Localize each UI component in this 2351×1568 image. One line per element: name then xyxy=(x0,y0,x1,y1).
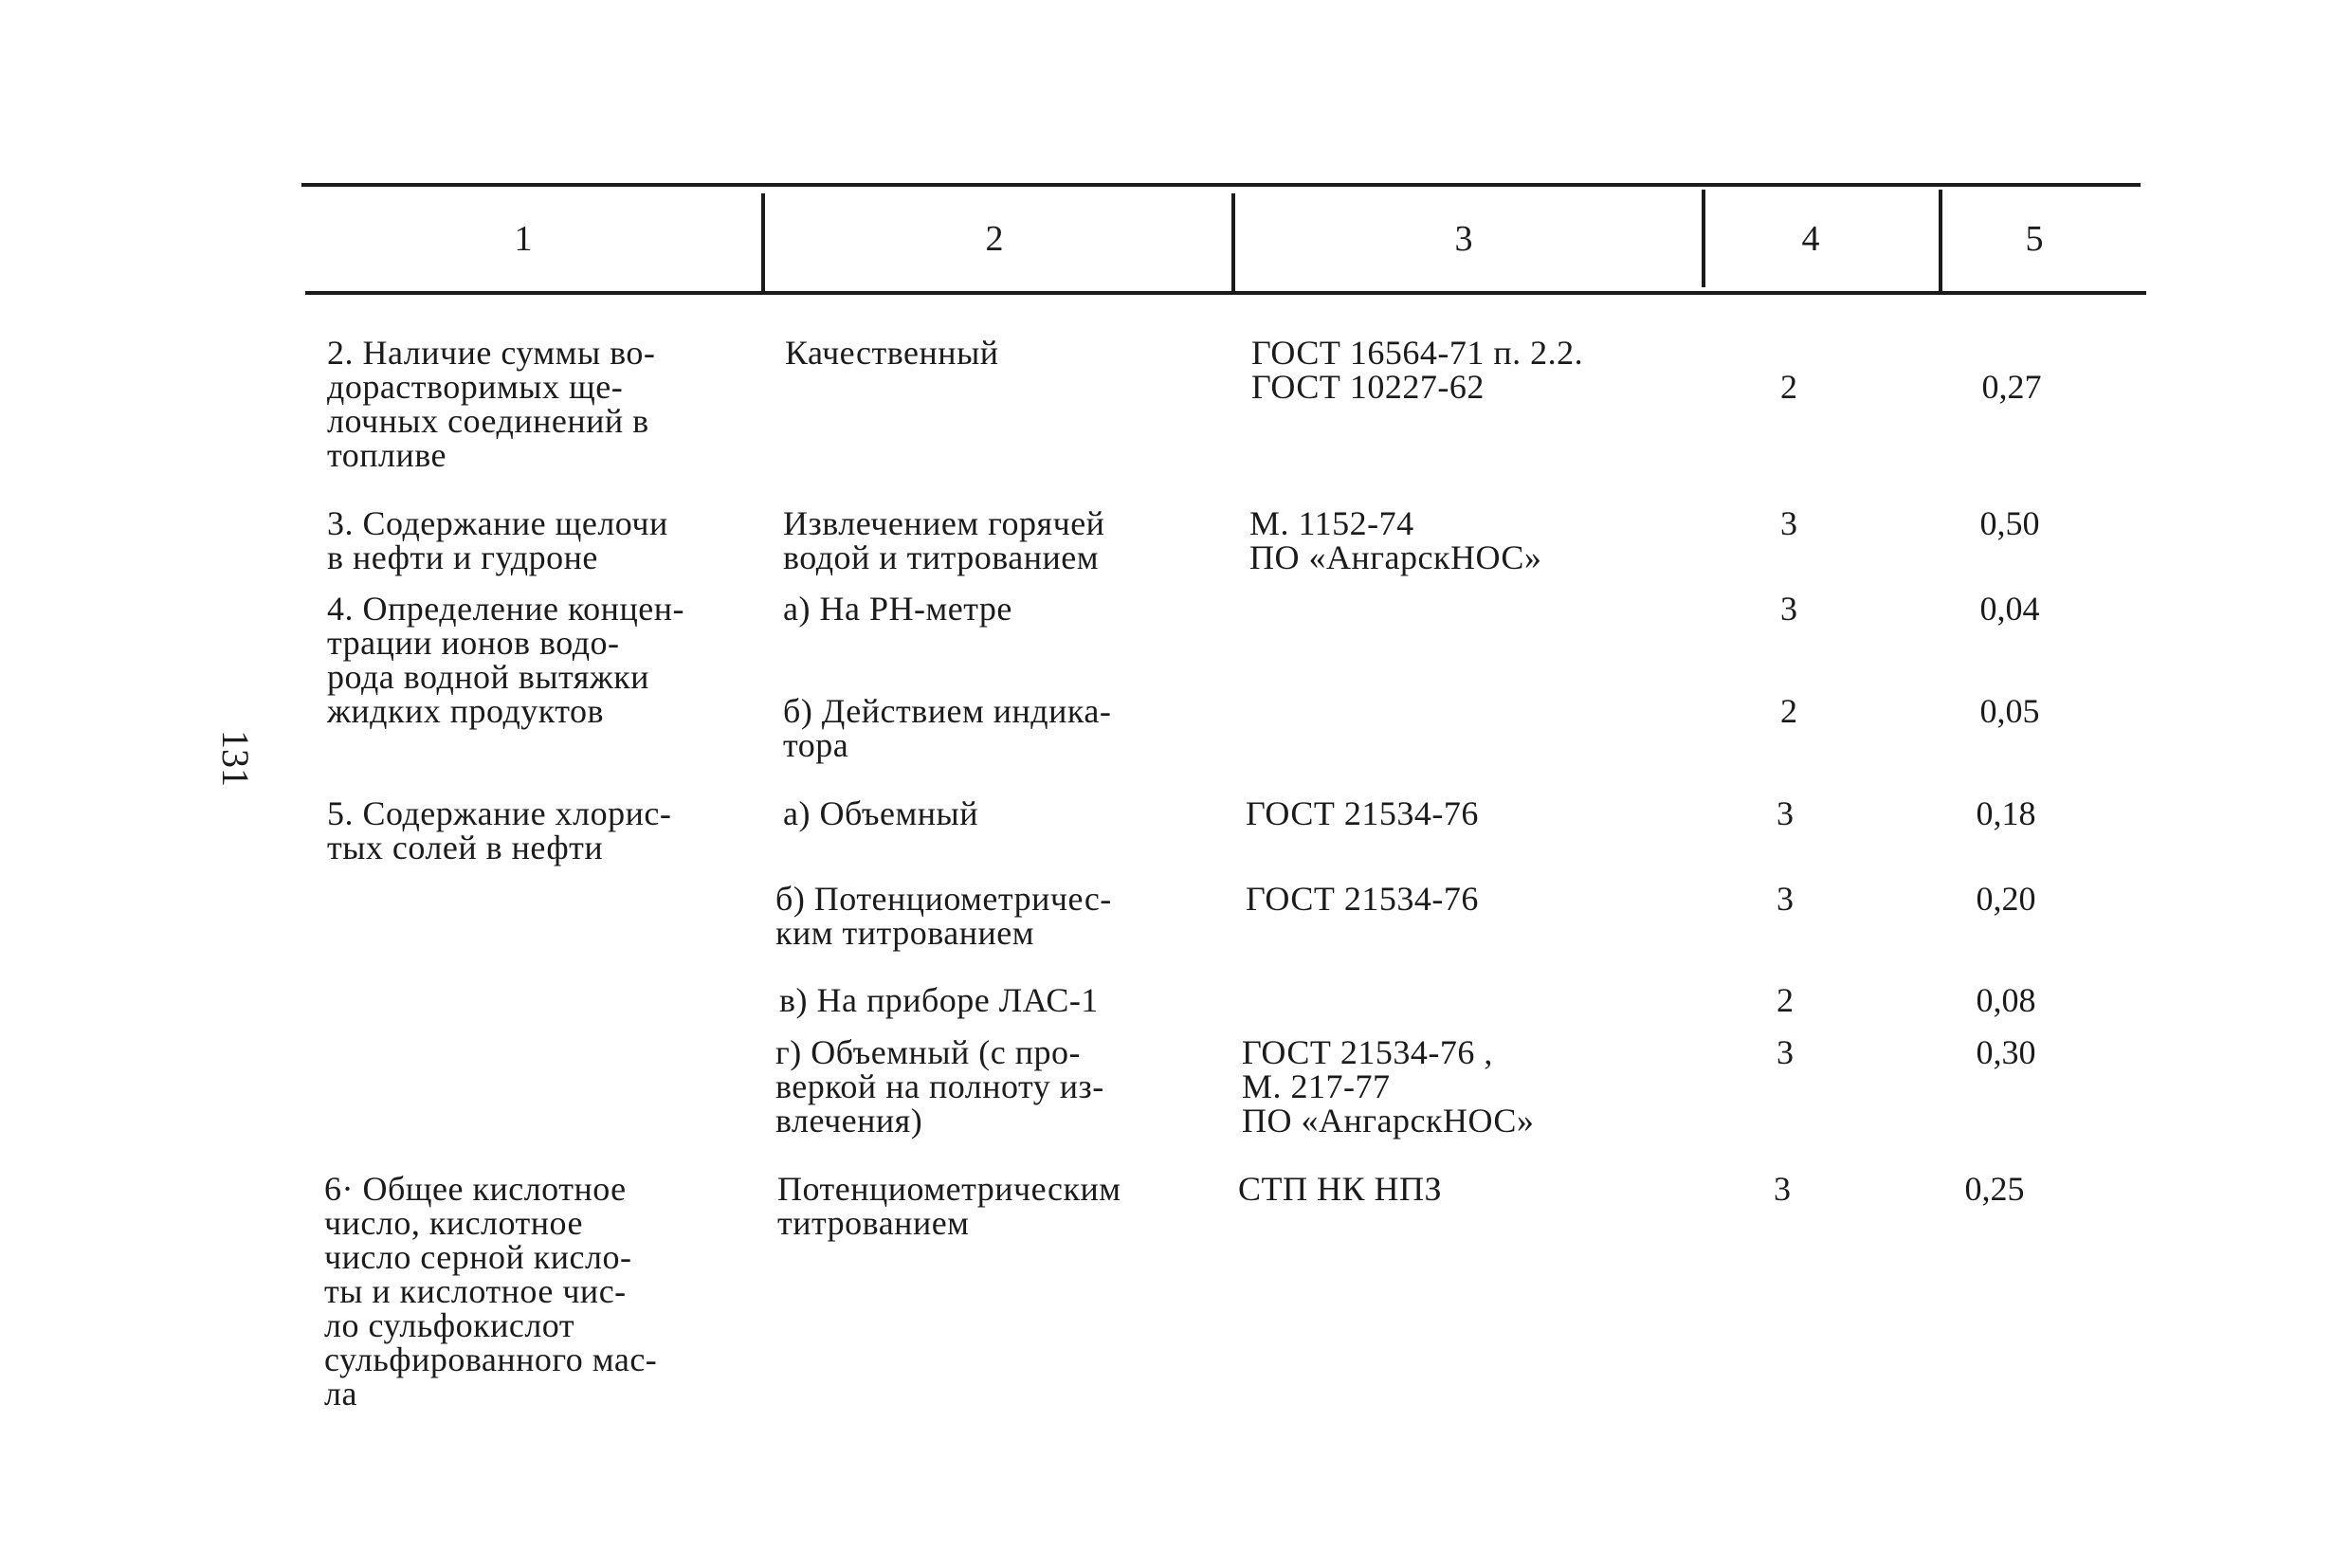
row-6-method: Потенциометрическим титрованием xyxy=(777,1170,1121,1242)
row-5b-method: б) Потенциометричес- ким титрованием xyxy=(775,880,1112,952)
table-top-rule xyxy=(301,183,2141,187)
row-5a-col5: 0,18 xyxy=(1976,794,2036,832)
row-3-indicator: 3. Содержание щелочи в нефти и гудроне xyxy=(327,504,668,576)
row-2-col5: 0,27 xyxy=(1981,368,2042,406)
row-4a-method: а) На РН-метре xyxy=(783,590,1012,628)
row-3-col5: 0,50 xyxy=(1979,504,2040,542)
header-bottom-rule xyxy=(305,291,2146,295)
row-4-indicator: 4. Определение концен- трации ионов водо- рода водной вытяжки жидких продуктов xyxy=(327,590,684,730)
row-5d-col5: 0,30 xyxy=(1976,1033,2036,1071)
row-5a-reference: ГОСТ 21534-76 xyxy=(1246,794,1479,832)
row-5c-col5: 0,08 xyxy=(1976,981,2036,1019)
row-5c-col4: 2 xyxy=(1777,981,1794,1019)
column-header-4: 4 xyxy=(1801,219,1820,259)
header-divider-4 xyxy=(1939,190,1942,291)
row-6-col4: 3 xyxy=(1774,1170,1791,1208)
header-divider-2 xyxy=(1231,193,1235,291)
row-3-method: Извлечением горячей водой и титрованием xyxy=(783,504,1105,576)
row-4b-col5: 0,05 xyxy=(1979,692,2040,730)
row-5-indicator: 5. Содержание хлорис- тых солей в нефти xyxy=(327,794,672,866)
row-5d-method: г) Объемный (с про- веркой на полноту из- влечения) xyxy=(775,1033,1104,1140)
page-number: 131 xyxy=(214,730,257,787)
row-5a-col4: 3 xyxy=(1777,794,1794,832)
column-header-2: 2 xyxy=(985,219,1004,259)
column-header-5: 5 xyxy=(2025,219,2044,259)
row-5b-reference: ГОСТ 21534-76 xyxy=(1246,880,1479,918)
row-2-indicator: 2. Наличие суммы во- дорастворимых ще- лочных соединений в топливе xyxy=(327,334,656,474)
row-4b-method: б) Действием индика- тора xyxy=(783,692,1112,764)
row-2-reference: ГОСТ 16564-71 п. 2.2. ГОСТ 10227-62 xyxy=(1251,334,1584,406)
row-5b-col4: 3 xyxy=(1777,880,1794,918)
row-6-indicator: 6· Общее кислотное число, кислотное число серной кисло- ты и кислотное чис- ло сульфокислот сульфированного мас- ла xyxy=(324,1170,658,1413)
header-divider-1 xyxy=(761,193,765,291)
column-header-3: 3 xyxy=(1454,219,1473,259)
row-5a-method: а) Объемный xyxy=(783,794,978,832)
row-5b-col5: 0,20 xyxy=(1976,880,2036,918)
row-5c-method: в) На приборе ЛАС-1 xyxy=(779,981,1099,1019)
row-2-method: Качественный xyxy=(785,334,999,372)
row-5d-col4: 3 xyxy=(1777,1033,1794,1071)
row-4a-col4: 3 xyxy=(1780,590,1797,628)
row-6-col5: 0,25 xyxy=(1964,1170,2025,1208)
row-5d-reference: ГОСТ 21534-76 , М. 217-77 ПО «АнгарскНОС» xyxy=(1242,1033,1535,1140)
header-divider-3 xyxy=(1702,190,1705,287)
row-6-reference: СТП НК НПЗ xyxy=(1238,1170,1443,1208)
row-4a-col5: 0,04 xyxy=(1979,590,2040,628)
row-2-col4: 2 xyxy=(1780,368,1797,406)
row-3-reference: М. 1152-74 ПО «АнгарскНОС» xyxy=(1249,504,1542,576)
row-3-col4: 3 xyxy=(1780,504,1797,542)
row-4b-col4: 2 xyxy=(1780,692,1797,730)
column-header-1: 1 xyxy=(514,219,533,259)
